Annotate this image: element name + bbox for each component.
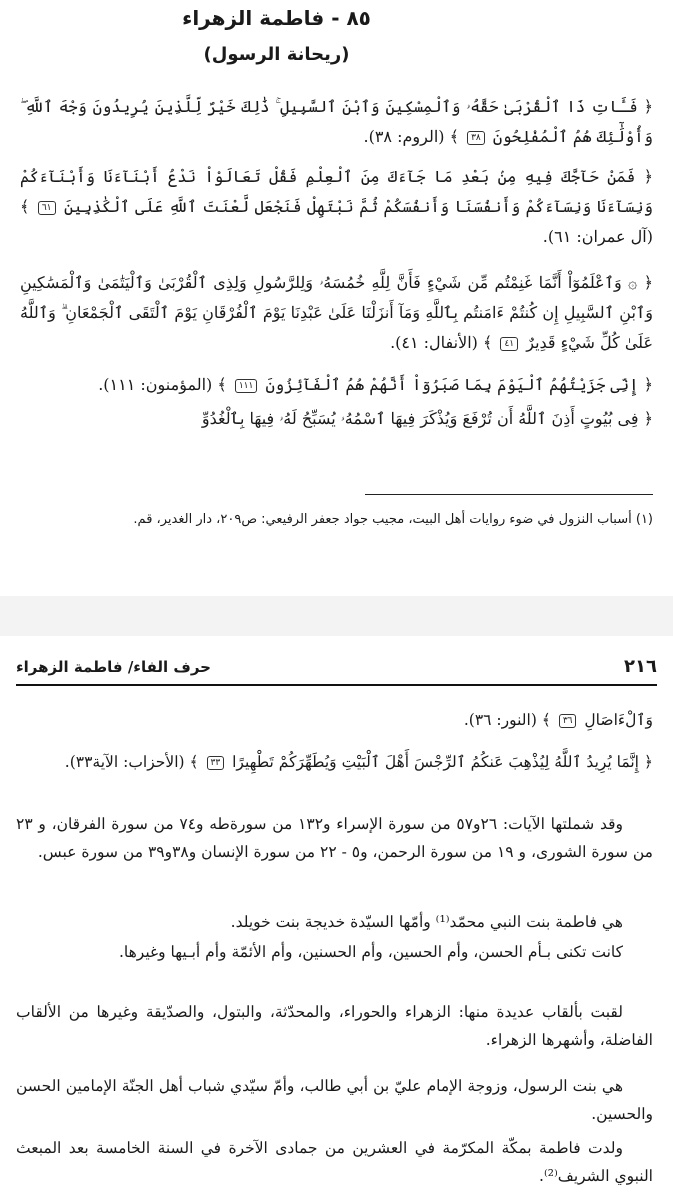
verse-text: ﴿ فَـَٔاتِ ذَا ٱلْقُرْبَىٰ حَقَّهُۥ وَٱلْمِسْكِينَ وَٱبْنَ ٱلسَّبِيلِ ۚ ذَٰلِكَ خَيْرٌ لِّلَّذِينَ يُرِيدُونَ وَجْهَ ٱللَّهِ ۖ وَأُوْلَٰٓئِكَ هُمُ ٱلْمُفْلِحُونَ	[20, 97, 653, 146]
running-header-title: حرف الفاء/ فاطمة الزهراء	[16, 658, 211, 676]
entry-title: ٨٥ - فاطمة الزهراء	[182, 6, 371, 30]
quran-verse-al-imran-61	[20, 162, 653, 252]
quran-verse-rum-38	[20, 92, 653, 152]
page-number: ٢١٦	[624, 656, 657, 677]
verse-number-marker: ٣٦	[559, 714, 577, 728]
paragraph: ولدت فاطمة بمكّة المكرّمة في العشرين من جمادى الآخرة في السنة الخامسة بعد المبعث النبوي الشريف⁽²⁾.	[16, 1139, 653, 1185]
paragraph: هي بنت الرسول، وزوجة الإمام عليّ بن أبي طالب، وأمّ سيّدي شباب أهل الجنّة الإمامين الحسن والحسين.	[16, 1077, 653, 1123]
paragraph: هي فاطمة بنت النبي محمّد⁽¹⁾ وأمّها السيّدة خديجة بنت خويلد.	[230, 913, 623, 931]
verse-text: ﴿ فِى بُيُوتٍ أَذِنَ ٱللَّهُ أَن تُرْفَعَ وَيُذْكَرَ فِيهَا ٱسْمُهُۥ يُسَبِّحُ لَهُۥ فِيهَا بِٱلْغُدُوِّ	[201, 409, 653, 428]
verse-text: ﴿ فَمَنْ حَآجَّكَ فِيهِ مِنۢ بَعْدِ مَا جَآءَكَ مِنَ ٱلْعِلْمِ فَقُلْ تَعَالَوْاْ نَدْعُ أَبْنَآءَنَا وَأَبْنَآءَكُمْ وَنِسَآءَنَا وَنِسَآءَكُمْ وَأَنفُسَنَا وَأَنفُسَكُمْ ثُمَّ نَبْتَهِلْ فَنَجْعَل لَّعْنَتَ ٱللَّهِ عَلَى ٱلْكَٰذِبِينَ	[20, 167, 653, 216]
verse-number-marker: ٣٨	[467, 131, 485, 145]
verse-reference: ﴾ (المؤمنون: ١١١).	[98, 375, 227, 394]
book-page-216	[0, 636, 673, 1200]
verse-number-marker: ٦١	[38, 201, 56, 215]
footnote-divider	[365, 494, 653, 495]
quran-verse-continuation	[16, 706, 653, 734]
running-header	[16, 654, 657, 686]
verse-text: وَٱلْءَاصَالِ	[584, 711, 653, 729]
verse-text: ﴿ إِنَّمَا يُرِيدُ ٱللَّهُ لِيُذْهِبَ عَنكُمُ ٱلرِّجْسَ أَهْلَ ٱلْبَيْتِ وَيُطَهِّرَكُمْ تَطْهِيرًا	[232, 753, 653, 771]
verse-reference: ﴾ (النور: ٣٦).	[463, 711, 551, 729]
verse-number-marker: ١١١	[235, 379, 258, 393]
paragraph: كانت تكنى بـأم الحسن، وأم الحسين، وأم الحسنين، وأم الأئمّة وأم أبـيها وغيرها.	[118, 943, 623, 961]
verse-reference: ﴾ (الأحزاب: الآية٣٣).	[64, 753, 199, 771]
quran-verse-ahzab-33	[16, 748, 653, 776]
verse-text: ﴿ إِنِّى جَزَيْتُهُمُ ٱلْيَوْمَ بِمَا صَبَرُوٓاْ أَنَّهُمْ هُمُ ٱلْفَآئِزُونَ	[265, 375, 653, 394]
quran-verse-muminun-111	[20, 370, 653, 400]
verse-number-marker: ٣٣	[207, 756, 225, 770]
verse-number-marker: ٤١	[500, 337, 518, 351]
entry-subtitle: (ريحانة الرسول)	[203, 44, 350, 65]
verse-reference: ﴾ (آل عمران: ٦١).	[20, 197, 653, 246]
book-page-85	[0, 0, 673, 596]
paragraph: وقد شملتها الآيات: ٢٦و٥٧ من سورة الإسراء و١٣٢ من سورةطه و٧٤ من سورة الفرقان، و ٢٣ من سورة الشورى، و ١٩ من سورة الرحمن، و٥ - ٢٢ من سورة الإنسان و٣٨و٣٩ من سورة عبس.	[16, 815, 653, 861]
quran-verse-anfal-41	[20, 268, 653, 358]
verse-text: ﴿ ۞ وَٱعْلَمُوٓاْ أَنَّمَا غَنِمْتُم مِّن شَيْءٍ فَأَنَّ لِلَّهِ خُمُسَهُۥ وَلِلرَّسُولِ وَلِذِى ٱلْقُرْبَىٰ وَٱلْيَتَٰمَىٰ وَٱلْمَسَٰكِينِ وَٱبْنِ ٱلسَّبِيلِ إِن كُنتُمْ ءَامَنتُم بِٱللَّهِ وَمَآ أَنزَلْنَا عَلَىٰ عَبْدِنَا يَوْمَ ٱلْفُرْقَانِ يَوْمَ ٱلْتَقَى ٱلْجَمْعَانِ ۗ وَٱللَّهُ عَلَىٰ كُلِّ شَيْءٍ قَدِيرٌ	[20, 273, 653, 352]
footnote: (١) أسباب النزول في ضوء روايات أهل البيت، مجيب جواد جعفر الرفيعي: ص٢٠٩، دار الغدير، قم.	[133, 512, 653, 527]
verse-reference: ﴾ (الأنفال: ٤١).	[390, 333, 493, 352]
page-gap	[0, 596, 673, 636]
quran-verse-nur-36	[20, 404, 653, 434]
paragraph: لقبت بألقاب عديدة منها: الزهراء والحوراء، والمحدّثة، والبتول، والصدّيقة وغيرها من الألقاب الفاضلة، وأشهرها الزهراء.	[16, 1003, 653, 1049]
verse-reference: ﴾ (الروم: ٣٨).	[363, 127, 459, 146]
